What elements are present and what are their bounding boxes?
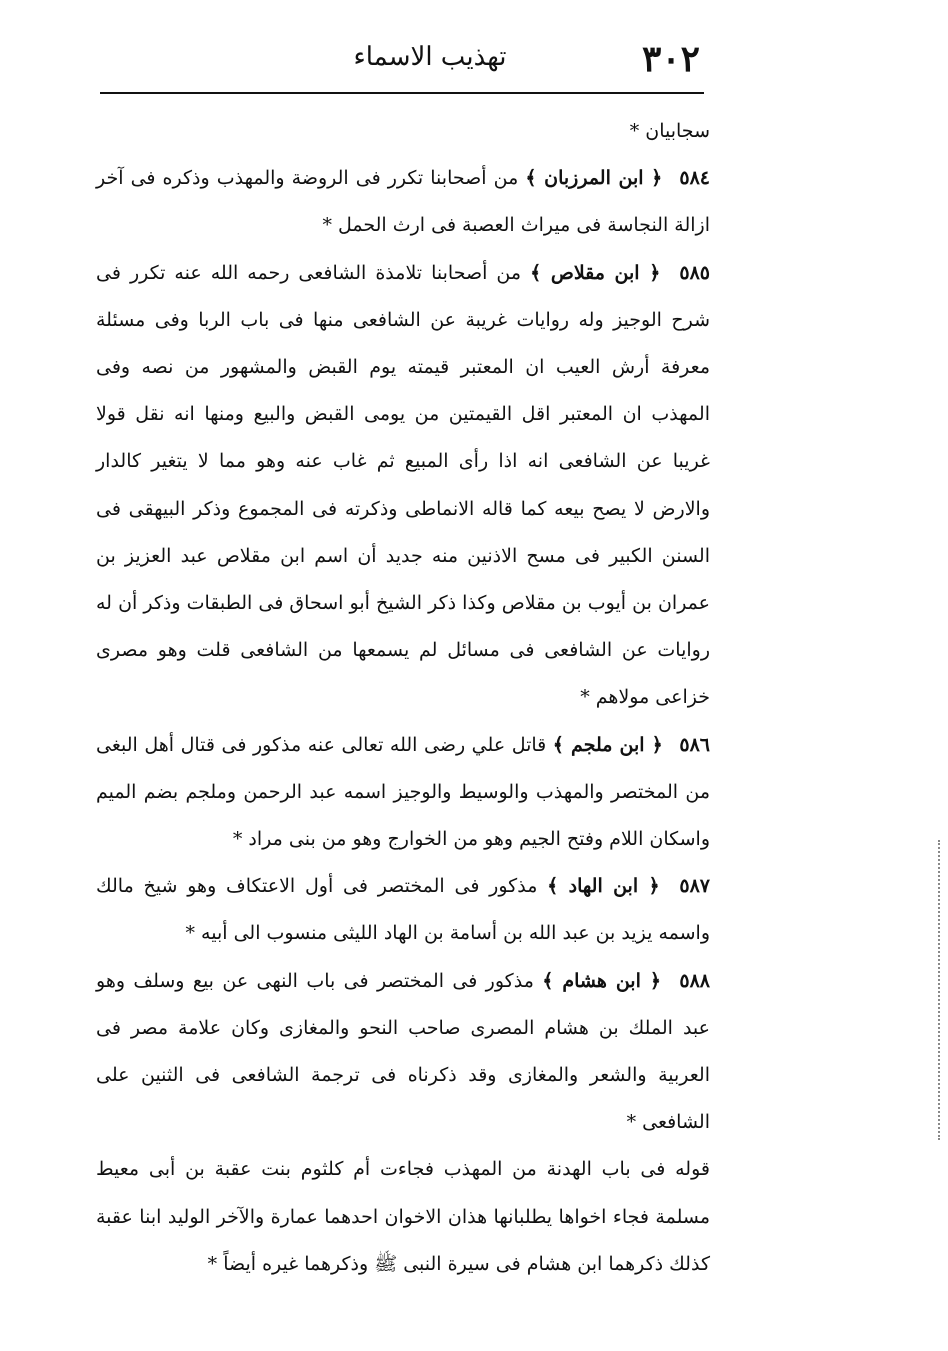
entry-text: من أصحابنا تلامذة الشافعى رحمه الله عنه تكرر فى شرح الوجيز وله روايات غريبة عن الشافعى منها فى باب الربا وفى مسئلة معرفة أرش العيب ان المعتبر قيمته يوم القبض والمشهور من نصه وفى المهذب ان المعتبر اقل القيمتين من يومى القبض والبيع ومنها انه نقل قولا غريبا عن الشافعى انه اذا رأى المبيع ثم غاب عنه وهو مما لا يتغير كالدار والارض لا يصح بيعه كما قاله الانماطى وذكرته فى المجموع وذكر البيهقى فى السنن الكبير فى مسح الاذنين منه جديد أن اسم ابن مقلاص عبد العزيز بن عمران بن أيوب بن مقلاص وكذا ذكر الشيخ أبو اسحاق فى الطبقات وذكر أن له روايات عن الشافعى فى مسائل لم يسمعها من الشافعى قلت وهو مصرى خزاعى مولاهم *: [96, 261, 710, 709]
note-paragraph: [96, 1146, 710, 1288]
scan-margin-marks: [938, 840, 944, 1140]
entry-586: [96, 722, 710, 864]
entry-name: ﴿ ابن ملجم ﴾: [552, 733, 663, 756]
paragraph-continuation: [96, 108, 710, 155]
entry-text: قاتل علي رضى الله تعالى عنه مذكور فى قتال أهل البغى من المختصر والمهذب والوسيط والوجيز اسمه عبد الرحمن وملجم بضم الميم واسكان اللام وفتح الجيم وهو من الخوارج وهو من بنى مراد *: [96, 733, 710, 851]
entry-number: ٥٨٨: [679, 969, 710, 992]
entry-name: ﴿ ابن مقلاص ﴾: [530, 261, 661, 284]
entry-number: ٥٨٤: [679, 167, 711, 190]
entry-name: ﴿ ابن الهاد ﴾: [547, 875, 660, 898]
header-rule: [100, 92, 704, 94]
entry-number: ٥٨٧: [679, 875, 710, 898]
running-title: تهذيب الاسماء: [353, 42, 507, 72]
entry-584: [96, 155, 710, 249]
paragraph-text: سجابيان *: [629, 120, 710, 142]
paragraph-text: قوله فى باب الهدنة من المهذب فجاءت أم كلثوم بنت عقبة بن أبى معيط مسلمة فجاء اخواها يطلبانها هذان الاخوان احدهما عمارة والآخر الوليد ابنا عقبة كذلك ذكرهما ابن هشام فى سيرة النبى ﷺ وذكرهما غيره أيضاً *: [96, 1158, 710, 1275]
body-text: [96, 108, 710, 1288]
entry-text: مذكور فى المختصر فى أول الاعتكاف وهو شيخ مالك واسمه يزيد بن عبد الله بن أسامة بن الهاد الليثى منسوب الى أبيه *: [96, 875, 710, 945]
page-number: ٣٠٢: [641, 38, 700, 80]
entry-number: ٥٨٥: [679, 261, 710, 284]
entry-587: [96, 863, 710, 957]
entry-588: [96, 958, 710, 1147]
entry-name: ﴿ ابن المرزبان ﴾: [525, 167, 663, 190]
entry-text: من أصحابنا تكرر فى الروضة والمهذب وذكره فى آخر ازالة النجاسة فى ميراث العصبة فى ارث الحمل *: [96, 167, 710, 237]
entry-text: مذكور فى المختصر فى باب النهى عن بيع وسلف وهو عبد الملك بن هشام المصرى صاحب النحو والمغازى وكان علامة مصر فى العربية والشعر والمغازى وقد ذكرناه فى ترجمة الشافعى فى الثنين على الشافعى *: [96, 969, 710, 1134]
page-header: [100, 30, 700, 90]
entry-name: ﴿ ابن هشام ﴾: [542, 969, 661, 992]
entry-number: ٥٨٦: [679, 733, 710, 756]
entry-585: [96, 250, 710, 722]
